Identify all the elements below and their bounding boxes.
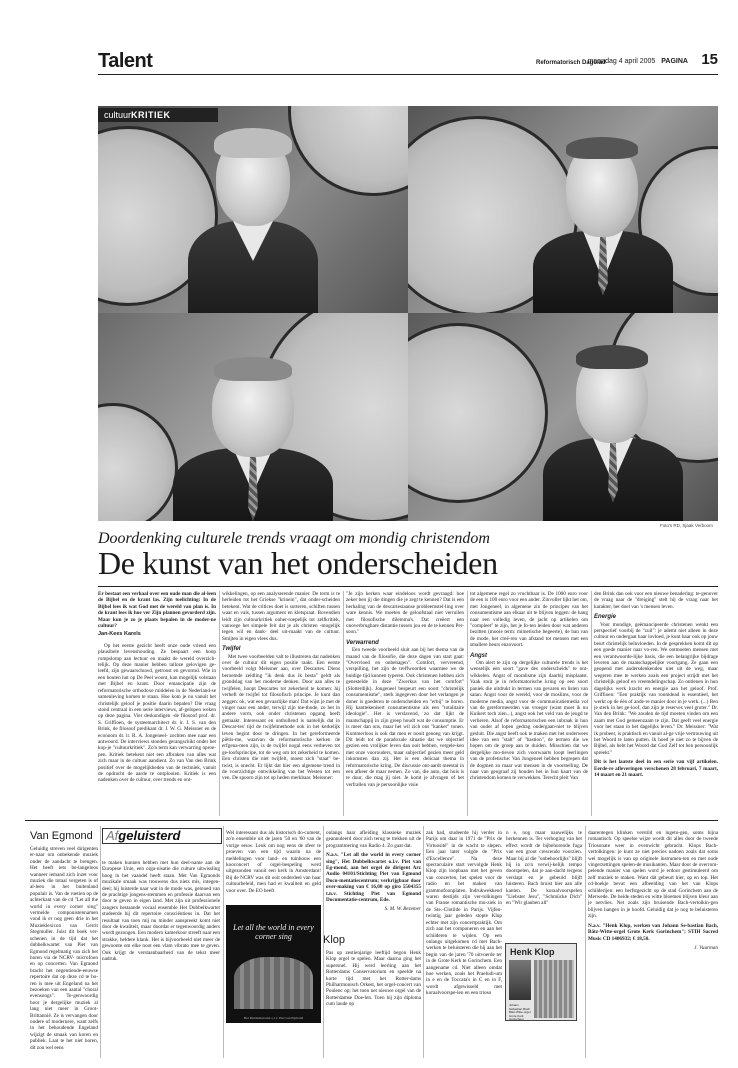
section-title: Talent <box>98 50 153 72</box>
article-column-5 <box>594 591 718 816</box>
review-title-klop: Klop <box>323 934 346 946</box>
album-caption: Het Dubbelkwartet o.l.v. Piet van Egmond <box>243 1016 304 1020</box>
column-divider <box>219 591 220 816</box>
album-subtitle: Johann Sebastian Bach Bätz-Witte-orgel Grote Kerk Gorinchem <box>509 1003 531 1021</box>
paragraph: daarentegen klinken verstild en ingeto-gen, soms bijna romantisch. Op speelse wijze wordt dit alles door de tweede Triosonate weer in evenwicht gebracht. Klops Bach-vertolkingen: je kunt ze niet precies nadoen zoals dat soms wel mogelijk is van op originele instrumen-ten en met oude vingerzettingen spelen-de musikanten. Maar door de overrom-pelende manier van spelen word je erdoor gestimuleerd om zelf muziek te maken. Want dát gebeurt hier, op en top. Het cd-boekje bevat een afbeelding van het van Klops schilderijen: een herfstgezicht op de stad Gorinchem aan de Merwede. De beide steden en witte bloemen blijven kleur aan je netvlies. Net zoals zijn bruisende Bach-vertolkin-gen blijven hangen in je hoofd. Geluidig dat je nog te beluisteren zijn. <box>588 830 718 920</box>
afgeluisterd-title-light: Af <box>106 828 119 843</box>
subheading: Angst <box>470 652 487 659</box>
subheading: Twijfel <box>222 646 241 653</box>
section-label <box>98 108 218 122</box>
section-label-bold: KRITIEK <box>131 110 171 120</box>
section-label-light: cultuur <box>104 110 132 120</box>
article-headline: De kunst van het onderscheiden <box>98 545 498 581</box>
reviewer-signature: J. Vuurman <box>694 944 718 951</box>
review-column-1 <box>30 846 98 1058</box>
article-lead: Er bestaat een verhaal over een oude man die al-leen de Bijbel en de krant las. Zijn toelichting: In de Bijbel lees ik wat God met de wereld van plan is. In de krant lees ik hoe ver Zijn plannen gevorderd zijn. Maar kun je zo je plaats bepalen in de moder-ne cultuur? <box>98 591 216 630</box>
column-divider <box>467 591 468 816</box>
review-column-3 <box>226 830 321 902</box>
series-note: Dit is het laatste deel in een serie van vijf artikelen. Eerde-re afleveringen verschenen 28 februari, 7 maart, 14 maart en 21 maart. <box>594 759 718 778</box>
article-column-2 <box>222 591 340 816</box>
column-divider <box>100 826 101 1058</box>
header-rule <box>98 74 718 75</box>
afgeluisterd-title-bold: geluisterd <box>118 828 181 843</box>
header-meta <box>588 58 688 65</box>
church-image <box>234 957 313 1009</box>
review-column-7 <box>588 830 718 1058</box>
review-column-5 <box>426 830 502 1058</box>
paragraph: n e, nog maar nauwelijks te herkennen is. Ter verhoging van het effect wordt de bijbehorende fuga van een groot crescendo voorzien. Maar bij al die "onbehoorlijks" blijft hij in zo'n verwij-kelijk tempo doorspelen, dat je aan-dacht tergens verslapt en je gebeuld blijft luisteren. Bach bruist hier aan alle kanten. De koraalvoorspelen "Liebster Jesu", "Schmücke Dich" en "Wir glauben all" <box>506 830 582 907</box>
paragraph: Met twee voorbeelden valt te illustreren dat nadenken over de cultuur dit eigen positie raakt. Een eerste voorbeeld volgt Meissner aan, over Descartes. Diens beroemde zeldling "ik denk dus ik besta" geldt als grondslag van het moderne denken. Door aan alles te twijfelen, hoopt Descartes tot zekerheid te komen: hij verheft de twijfel tot filosofisch principe. Je kunt dan zeggen: ok, wat een gevaarlijke man! Dat wijst je met de vinger naar een ander, terwijl zijn me-thode, zo het in andere vorm, ook onder christenen opgang heeft gemaakt. Interessant en onthullend is namelijk dat in Descar-tes' tijd de twijfelmethode ook in het kerkelijk leven begint door te dringen. In het gereformeerde piëtis-me, waarvan de reformatorische kerken de erfgena-men zijn, is de twijfel nogal eens verheven tot ge-loofsprincipe, tot de weg om tot zekerheid te komen. Een christen die niet twijfelt, moest zich "staat" be-twist, is onecht. Er lijkt dat hier een algemene trend in de voorzichtige ontwikkeling van het Westen tot een ven. De spoorn zijn tot op heden merkbaar. Meissner: <box>222 653 340 782</box>
album-cover-henk-klop <box>505 943 577 1021</box>
portrait-jongeneel <box>98 313 408 521</box>
page-label: PAGINA <box>661 58 688 65</box>
paragraph: Om alert te zijn op dergelijke culturele trends is het wenselijk een soort "gave des onderscheids" te ont-wikkelen. Angst of moralisme zijn daarbij misplaatst. Vaak stuit je in reformatorische kring op een soort paniek die uitdrukt in termen van gevaren en listen van satan. Angst voor de wereld, voor de moslims, voor de moderne media, angst voor de communicatiemedia vol van de gereformeerden van vroeger (want moet ik nu Kuikert toch zien...), angst ook het veld van de jeugd te verlieren. Alsof de reformatorischen een inbraak in hun van ouder af lopen gedrag ondergaan-niet te blijven gesluit. Die angst heeft ook te maken met het onderwees idee van een "stalt" of "bastion", de termen die we hopen om de groep aan te duiden. Misschien dat we dergelijke mo-tieven zich voorwaarts loopt leerlingen van de profetische: Van Jongeneel hebben begrepen dat de dogmen zo maar wat mensen in de voorstelling. De naar van geograaf zij houden het in hun kaart van de christendom komen te verwekken. Terecht pleit Van <box>470 660 588 782</box>
column-divider <box>223 826 224 1058</box>
paragraph: Een tweede voorbeeld sluit aan bij het thema van de maand van de filosofie, die deze dagen van start gaat: "Overvloed en onbehagen". Comfort, vervreemd, verspilling, het zijn de treffwoorden waarmee we de huidige tijd kunnen typeren. Ook christenen hebben zich genestelde in deze "Zwerkus van het comfort" (Slotterdijk). Jongeneel bespeurt een soort "christelijk consumentisme", sterk ingegeven door het verlangen je doner is goederen te onderscheiden en "erbij" te horen. Hij kanttekenisert consumentisme als een "totalitaire ideologie". Het is verslavend, zo dat lijkt de maatschappij in zijn greep houdt wat de consumptie. Er is meer dan ons, maar het wil zich ons "kanker" tonen. Kommerloos is ook dat men er nooit genoeg van krijgt. Dit leidt tot de paradoxale situatie dat we objectief gezien een vrolijker leven dan ooit hebben, vergele-ken met onze voorouders, maar subjectief gezien meer geld inkomsten dan zij. Het is een delicaat thema in reformatorische kring. De discussie ont-aardt meestal in een afkeer de maar nemen. Zo van, die auto, dat huis is te duur, die mag jij niet. Je komt je afvragen of het verfrallen van je persoonlijke visie <box>346 647 464 788</box>
article-column-4 <box>470 591 588 816</box>
portrait-van-den-brink <box>408 106 718 313</box>
portrait-meissner <box>408 313 718 521</box>
album-title: Let all the world in every corner sing <box>233 923 314 941</box>
album-title: Henk Klop <box>510 947 555 957</box>
issue-date: maandag 4 april 2005 <box>587 58 656 65</box>
column-divider <box>591 591 592 816</box>
photo-credit: Foto's RD, Sjaak Verboom <box>660 523 713 528</box>
paragraph: wikkelingen, op een analyserende manier. De term is te herleiden tot het Griekse "krinein", dat onder-scheiden betekent. Wat de critices doet is sorteren, schiften tussen waar en vals, tussen argument en kletspraat. Bovendien leidt zijn cultuurkritiek onher-roepelijk tot zelfkritiek, vanwege het simpele feit dat je als christen -mogelijk tegen wil en dank- deel uit-maakt van de cultuur. Smijten in eigen vlees dus. <box>222 591 340 642</box>
paragraph: onlangs haar afleiding klassieke muziek geannuleerd door zich terug te trekken uit de programmering van Radio 4. Zo gaat dat. <box>326 830 421 849</box>
newspaper-name: Reformatorisch Dagblad <box>536 60 606 66</box>
review-column-2 <box>102 860 220 1058</box>
review-column-klop <box>326 950 421 1058</box>
article-column-3 <box>346 591 464 816</box>
paragraph: Op het eerste gezicht heeft onze oude vriend een plausibele levenshouding. Ze bespaart een hoop rompslomp aan lectuur en maakt de wereld overzich-telijk. Op deze manier hebben talloze gelovigen ge-leefd, zijn gewaarschuwd, getroost en gevormd. Wie in een houten hut op De Peel woont, kan mogelijk volstaan met Bijbel en krant. Door emancipatie zijn de reformatorische orthodoxe middelen in de Nederland-se samenleving komen te staan. Hoe kom je nu vanuit het christelijk geloof je positie daarin bepalen? Die vraag stond centraal in een serie interviews, af-gelopen weken op deze pagina. Vier deskundigen -de filosoof prof. dr. S. Griffioen, de systeemarchitect dr. ir. J. S. van den Brink, de filosoof predikant dr. J. W. G. Meissner en de econoom dr. ir. R. A. Jongeneel- zochten mee naar een antwoord. De interviews stonden gerangschikt onder het kop-je "cultuurkritiek". Zo'n term kan verwarring oproe-pen. Kritiek betekent niet een afbraken van alles wat zich maar in de cultuur aandient. Zo van Van den Brink positief over de mogelijkheden van de techniek, vanuit de opdracht de aarde te ontplooien. Kritiek is een nadenken over de cultuur, over trends en ont- <box>98 642 216 784</box>
page-header <box>98 50 718 74</box>
column-divider <box>423 826 424 1058</box>
page-number: 15 <box>701 51 718 68</box>
subheading: Energie <box>594 614 617 621</box>
portrait-collage <box>98 106 718 521</box>
paragraph: Geluidig streven veel dirigenten er-naar om onbekende muziek onder de aandacht te brengen. Het heeft iets be-langeloos wanneer iemand zich inzet voor muziek die totaal vergeten is of al-leen in het buitenland populair is. Van de ruetien op de achterkant van de cd "Let all the world in every corner sing" vermelde componistennamen vond ik er nog geen drie in het Muzieklexicon van Gerrit Stegmuller. Juist dit boek ver-schenen in de tijd dat het dubbelkwartet van Piet van Egmond regelmatig van zich het horen via de NCRV- microfoon en op concerten. Van Egmond bracht het negentiende-eeuwse repertoire dat op deze cd te ho-ren is mee uit Engeland na het bezoeken van een aantal "choral evensongs". Te-genwoordig hoor je dergelijke muziek al lang niet meer in Groot-Brittannië. Ze is vervangen door oudere of modernere, want zelfs in het behoudende Engeland wijzigt de smaak van koren en publiek. Laat te het niet horen, dit zou wel eens <box>30 846 98 1051</box>
portrait-griffioen <box>98 106 408 313</box>
article-column-1 <box>98 591 216 816</box>
cd-info: N.a.v. "Henk Klop, werken van Johann Se-bastian Bach, Bätz-Witte-orgel Grote Kerk Gorinchem"; STIH Sacred Music CD 1406932; € 18,50. <box>588 922 718 942</box>
column-divider <box>343 591 344 816</box>
article-byline: Jan-Kees Karels <box>98 631 141 638</box>
paragraph: Pas op zestienjarige leeftijd begon Henk Klop orgel te spelen. Maar daarna ging het supersnel. Hij werd leerling aan het Rotterdams Conservatorium en speelde na korte tijd met het Rotter-dams Philharmonisch Orkest, het orgel-concert van Poulenc op; het toen net nieuwe orgel van de Rotterdamse Doe-len. Toen hij zijn diploma cum laude op <box>326 950 421 1008</box>
paragraph: Voor mondige, geëmancipeerde christenen wenkt een perspectief voorbij de "zuil": je ademt niet alleen in deze cultuur en ondergaat haar invloed, je kunt haar ook op jouw beurt christelijk beïnvloeden. In de gesprekken komt dit op een goede manier naar vo-ren. We ontmoeten mensen met een verantwoorde-lijke basis, die een belangrijke bijdrage leveren aan de maatschappelijke voortgang. Ze gaan een geopend met andersdenkenden niet uit de weg, maar wegeren mee te werken zoals een project strijdt met het christelijk geloof en vreemdelingschap. Zo ontlenen in hun dagelijks werk kracht en energie aan het geloof. Prof. Griffioen: "Een praktijk van roomdead is essentieel, het werkt op de één of ande-re manier door in je werk. (...) Ben je sterk in het ge-loof, dan zijn je reserves veel groter." Dr. Van den Brink: "We zouden de tijd moeten vinden om een zaam met God gemeenzaam te zijn. Dat geeft veel energie voor het staan in het dagelijks leven." Dr. Meissner: "Wat ik probeer, is praktisch en vanuit al-ge vrije vertrouwing uit het Woord te laten putten. Ik hoed je niet zo te bijven de Bijbel, als hebt het Woord dat God Zelf tot hen persoonlijk spreekt." <box>594 621 718 756</box>
column-divider <box>585 826 586 1058</box>
reviewer-signature: S. M. W. Bezemer <box>384 906 421 913</box>
column-divider <box>323 826 324 1058</box>
paragraph: "Je zijn kerken waar eindeloos wordt gevraagd: hoe zeker ben jij die dingen die je zegt te kennen? Dat is een herhaling van de descartesiaanse probleemstel-ling over ware kennis. We moeten de geloofstaal niet verruilen met filosofische dilemma's. Dat creëert een onoverbrugbare distantie tussen jou en de te kennen Per-soon." <box>346 591 464 636</box>
composer-portrait <box>509 960 531 1000</box>
paragraph: Wel interessant dus als historisch do-cument, zo'n ensemble uit de jaren '50 en '60 van de vorige eeuw. Leuk om nog eens de sfeer te proeven van een tijd waarin na de meldelingen voor land- en tuinbouw een kooconcert of orgel-bespeling werd uitgezonden vanuit een kerk in Amsterdam! Bij de NCRV was dit ooit onderdeel van haar cultuurbeleid, men had er kwaliteit en geld voor over. De EO heeft <box>226 830 321 894</box>
article-kicker: Doordenking culturele trends vraagt om mondig christendom <box>98 530 490 547</box>
paragraph: zak had, studeerde hij verder in Parijs om daar in 1971 de "Prix de Virtuosité" in de wacht te slepen. Een jaar later volgde de "Prix d'Excellence". Na deze spectaculaire start vervolgde Henk Klop zijn loopbaan met het geven van concerten, het spelen voor de radio en het maken van grammofoonplaten. Indrukwekkend waren destijds zijn ver-tolkingen van Franse romantische mu-ziek in de Ste.-Clotilde in Parijs. Vijfen-twintig jaar geleden stopte Klop echter met zijn concertpraktijk. Om zich aan het componeren en aan het schilderen te wijden. Op een onlangs uitgekomen cd met Bach-werken te beluisteren die hij aan het begin van de jaren '70 uitvoerde ter in de Grote Kerk te Gorinchem. Een aangename cd. Niet alleen omdat hoe werken, zoals het Praeludi-um in e en de Toccata's in C en in F, wordt afgewisseld met koraalvoorspe-len en een trioso <box>426 830 502 997</box>
cd-info: N.a.v. "Let all the world in every corner sing", Het Dubbelkwartet o.l.v. Piet van Eg-mond, aan het orgel de dirigent Arz Audio 04101/Stichting Piet van Egmond Docu-mentatiecentrum; verkrijgbaar door over-making van € 16,00 op giro 5504355 t.n.v. Stichting Piet van Egmond Documentatie-centrum, Ede. <box>326 852 421 904</box>
section-divider <box>25 820 718 821</box>
paragraph: den Brink dan ook voor een nieuwe benadering: te-genover de vraag naar de "dreiging" stelt hij de vraag naar het karakter, het doel van 's mensen leven. <box>594 591 718 610</box>
afgeluisterd-title <box>106 828 180 843</box>
review-column-6 <box>506 830 582 940</box>
review-title-van-egmond: Van Egmond <box>30 830 93 842</box>
subheading: Verwarrend <box>346 639 379 646</box>
album-cover-let-all-the-world <box>226 905 321 1023</box>
paragraph: tot algemene regel zo vruchtbaar is. De 1000 euro voor de een is 100 euro voor een ander. Zinvoller lijkt het om, met Jongeneel, in algemene zin de principes van het consumentisme aan elkaar uit te blijven leggen: de hang naar een volledig leven, de jacht op artikelen om "compleet" te zijn, het je fo-ten leiden door wat anderen bezitten (mooie term: mimetische begeerte), de ban van de mode, het creë-ren van afstand tot mensen met een smallere beurs enzovoort. <box>470 591 588 649</box>
headline-rule <box>98 586 718 587</box>
review-column-4 <box>326 830 421 932</box>
organ-image <box>534 960 574 1018</box>
paragraph: te maken kunnen hebben met hun deel-name aan de Europese Unie, een orga-nisatie die culture uitwissling hoog in het vaandel heeft staan. Met Van Egmonds muzikale smaak was trouwens dus niets mis, integen-deel; hij luisterde naar wat in de mode was, gemoed van de prachtige jongens-stemmen en professie daarvan een door te geven in eigen land. Met zijn uit professionele zangers bestaande vocaal ensemble Het Dubbelkwartet studeerde hij dit repertoire consciëntieus in. Dat het resultaat van toen mij nu minder aanspreekt komt niet door de kwaliteit, maar doordat er tegenwoordig anders wordt gezongen. Een modern kamerkoor streeft naar een strakke, heldere klank. Het is bijvoorbeeld niet meer de gewoonte om elke noot een vlam vibrato mee te geven. Ook krijgt de verstaanbaarheid van de tekst meer nadruk. <box>102 860 220 963</box>
